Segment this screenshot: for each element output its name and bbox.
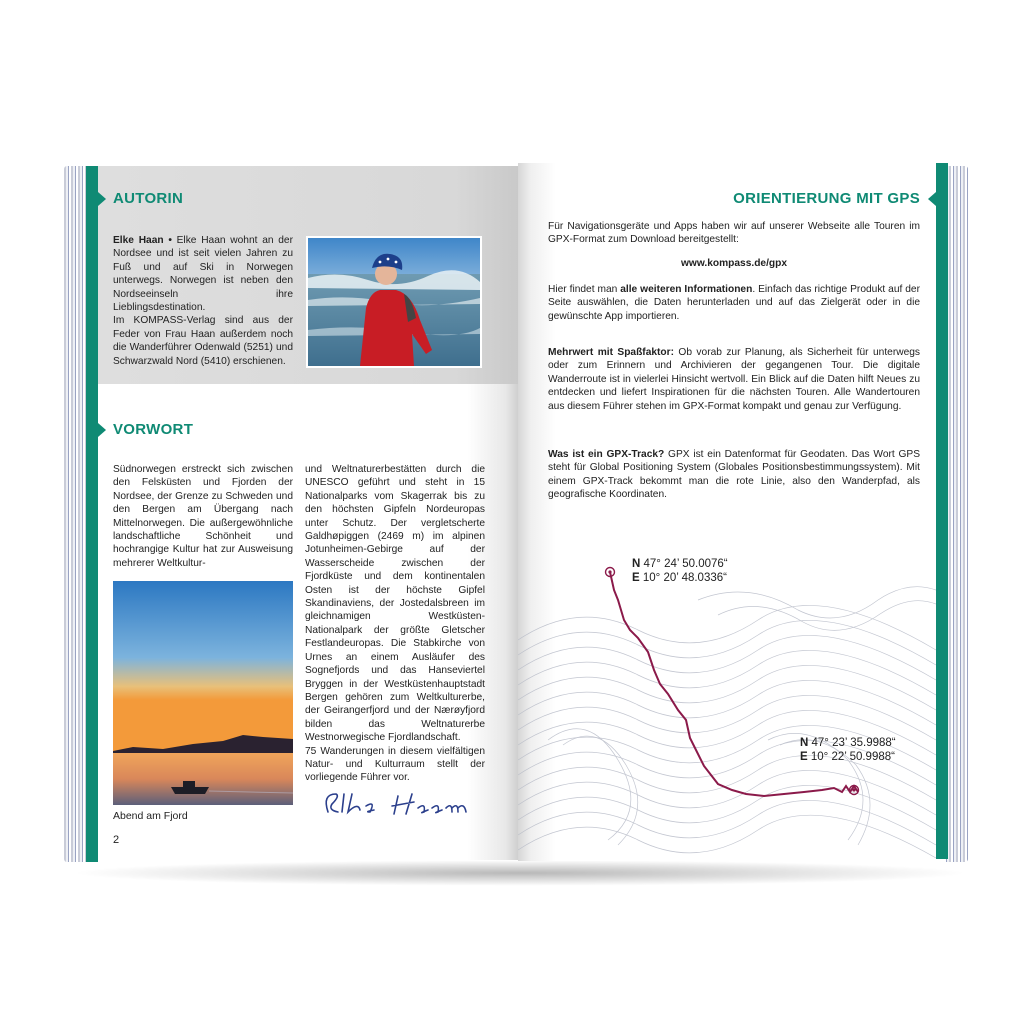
gps-info: [548, 283, 920, 323]
heading-arrow-icon: [98, 192, 106, 206]
mehrwert-paragraph: [548, 346, 920, 413]
start-coordinates: [632, 557, 728, 585]
topo-map: [518, 560, 936, 860]
mehrwert-label: Mehrwert mit Spaßfaktor:: [548, 347, 675, 358]
gps-info-bold: alle weiteren Informationen: [620, 284, 753, 295]
foreword-heading: VORWORT: [113, 421, 194, 438]
gps-info-a: Hier findet man: [548, 284, 621, 295]
gpx-track-paragraph: [548, 448, 920, 502]
end-n-label: N: [800, 737, 809, 749]
page-number: 2: [113, 834, 120, 846]
end-coordinates: [800, 736, 896, 764]
author-name: Elke Haan •: [113, 235, 172, 246]
start-n-value: 47° 24’ 50.0076“: [643, 558, 728, 570]
end-n-value: 47° 23’ 35.9988“: [811, 737, 896, 749]
end-e-value: 10° 22’ 50.9988“: [810, 751, 895, 763]
author-heading: AUTORIN: [113, 190, 184, 207]
foreword-column-2a: und Weltnaturerbestätten durch die UNESCO geführt und steht in 15 Nationalparks vom Skagerrak bis zu den höchsten Gipfeln Nordeuropas unter Schutz. Der vergletscherte Galdhøpiggen (2469 m) im alpinen Jotunheimen-Gebirge auf der Wasserscheide zwischen der Fjordküste und dem kontinentalen Osten ist der höchste Gipfel Skandinaviens, der Jostedalsbreen im gleichnamigen Westküsten-Nationalpark der größte Gletscher Festlandeuropas. Die Stabkirche von Urnes an einem Ausläufer des Sognefjords und das Hanseviertel Bryggen in der Westküstenhauptstadt Bergen gehören zum Weltkulturerbe, der Geirangerfjord und der Nærøyfjord bilden das Weltnaturerbe Westnorwegische Fjordlandschaft.: [305, 464, 485, 744]
heading-arrow-icon: [98, 423, 106, 437]
start-e-label: E: [632, 572, 640, 584]
end-e-label: E: [800, 751, 808, 763]
heading-arrow-icon: [928, 192, 936, 206]
gps-heading: ORIENTIERUNG MIT GPS: [733, 190, 920, 207]
left-thumb-tab: [86, 166, 98, 862]
foreword-column-1: Südnorwegen erstreckt sich zwischen den Felsküsten und Fjorden der Nordsee, der Grenze zu Schweden und den Bergen am Übergang nach Mittelnorwegen. Die außergewöhnliche landschaftliche Schönheit und hochrangige Kultur hat zur Ausweisung mehrerer Weltkultur-: [113, 464, 293, 569]
foreword-column-2: [305, 463, 485, 785]
mehrwert-text: Ob vorab zur Planung, als Sicherheit für unterwegs oder zum Erinnern und Archivieren der gegangenen Tour. Die digitale Wanderroute ist in vielerlei Hinsicht wertvoll. Ein Blick auf die Daten hilft Neues zu entdecken und liefert Inspirationen für die nächsten Touren. Alle Wandertouren aus diesem Führer stehen im GPX-Format kompakt und genau zur Verfügung.: [548, 347, 920, 412]
author-bio: [113, 234, 293, 368]
author-signature: [318, 784, 478, 824]
right-thumb-tab: [936, 163, 948, 859]
gps-intro: Für Navigationsgeräte und Apps haben wir auf unserer Webseite alle Touren im GPX-Format zum Download bereitgestellt:: [548, 221, 920, 246]
author-bio-text: Elke Haan wohnt an der Nordsee und ist seit vielen Jahren zu Fuß und auf Ski in Norwegen unterwegs. Norwegen ist neben den Nordseeinseln ihre Lieblingsdestination.: [113, 235, 293, 314]
photo-caption: Abend am Fjord: [113, 810, 188, 822]
book-shadow: [70, 860, 970, 886]
fjord-photo: [113, 581, 293, 805]
start-e-value: 10° 20’ 48.0336“: [642, 572, 727, 584]
foreword-column-2b: 75 Wanderungen in diesem vielfältigen Natur- und Kulturraum stellt der vorliegende Führer vor.: [305, 745, 485, 784]
gps-info-b: . Einfach das richtige Produkt auf der Seite auswählen, die Daten herunterladen und auf das Zielgerät oder in die gewünschte App importieren.: [548, 284, 920, 322]
gpx-text: GPX ist ein Datenformat für Geodaten. Das Wort GPS steht für Global Positioning System (Globales Positionsbestimmungssystem). Mit einem GPX-Track bekommt man die rote Linie, also den Wanderpfad, als geografische Koordinaten.: [548, 449, 921, 501]
gpx-label: Was ist ein GPX-Track?: [548, 449, 665, 460]
start-n-label: N: [632, 558, 641, 570]
author-photo: [306, 236, 482, 368]
gpx-url-link[interactable]: www.kompass.de/gpx: [680, 258, 788, 269]
author-bio-more: Im KOMPASS-Verlag sind aus der Feder von Frau Haan außerdem noch die Wanderführer Odenwald (5251) und Schwarzwald Nord (5410) erschienen.: [113, 315, 293, 367]
page-edges-left: [64, 166, 86, 862]
